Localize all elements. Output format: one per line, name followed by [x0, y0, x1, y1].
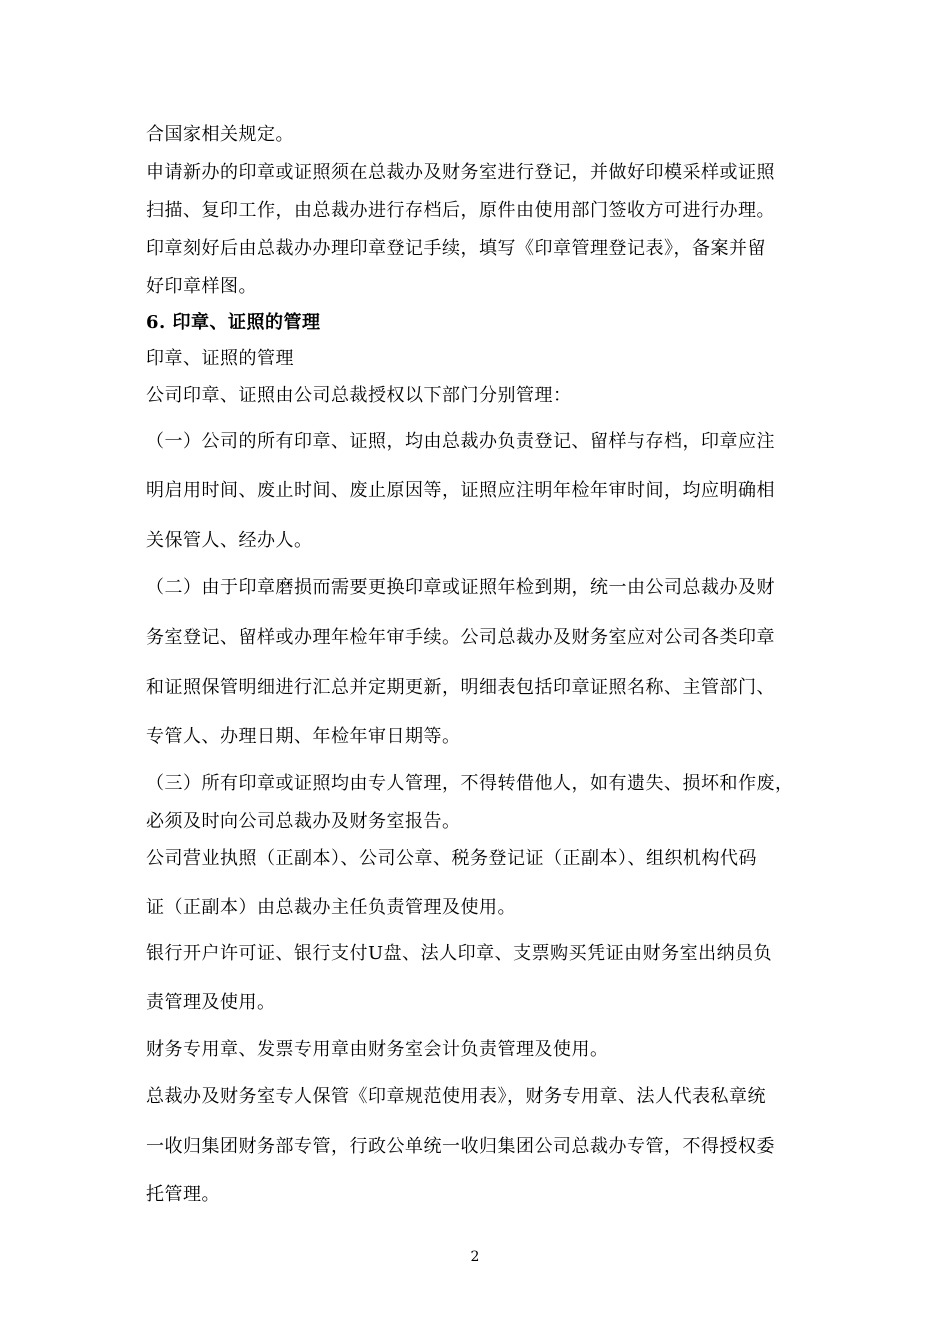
text-line: 好印章样图。	[146, 276, 257, 297]
text-line: 扫描、复印工作，由总裁办进行存档后，原件由使用部门签收方可进行办理。	[146, 200, 775, 221]
section-heading: 6. 印章、证照的管理	[146, 312, 321, 333]
text-line: （三）所有印章或证照均由专人管理，不得转借他人，如有遗失、损坏和作废，	[146, 773, 794, 794]
text-line: 必须及时向公司总裁办及财务室报告。	[146, 811, 461, 832]
text-line: 印章、证照的管理	[146, 348, 294, 369]
text-line: 证（正副本）由总裁办主任负责管理及使用。	[146, 897, 516, 918]
page-number: 2	[470, 1249, 480, 1265]
text-line: 责管理及使用。	[146, 992, 276, 1013]
text-line: 银行开户许可证、银行支付U盘、法人印章、支票购买凭证由财务室出纳员负	[146, 943, 773, 964]
text-line: 明启用时间、废止时间、废止原因等，证照应注明年检年审时间，均应明确相	[146, 480, 775, 501]
text-line: 合国家相关规定。	[146, 124, 294, 145]
text-line: 印章刻好后由总裁办办理印章登记手续，填写《印章管理登记表》，备案并留	[146, 238, 766, 259]
text-line: 关保管人、经办人。	[146, 530, 313, 551]
text-line: 财务专用章、发票专用章由财务室会计负责管理及使用。	[146, 1039, 609, 1060]
text-line: 务室登记、留样或办理年检年审手续。公司总裁办及财务室应对公司各类印章	[146, 627, 775, 648]
text-line: 总裁办及财务室专人保管《印章规范使用表》，财务专用章、法人代表私章统	[146, 1086, 766, 1107]
text-line: 和证照保管明细进行汇总并定期更新，明细表包括印章证照名称、主管部门、	[146, 677, 775, 698]
text-line: 专管人、办理日期、年检年审日期等。	[146, 726, 461, 747]
text-line: 公司营业执照（正副本）、公司公章、税务登记证（正副本）、组织机构代码	[146, 848, 757, 869]
text-line: 一收归集团财务部专管，行政公单统一收归集团公司总裁办专管，不得授权委	[146, 1136, 775, 1157]
text-line: 公司印章、证照由公司总裁授权以下部门分别管理：	[146, 385, 572, 406]
text-line: 申请新办的印章或证照须在总裁办及财务室进行登记，并做好印模采样或证照	[146, 162, 775, 183]
text-line: （二）由于印章磨损而需要更换印章或证照年检到期，统一由公司总裁办及财	[146, 577, 775, 598]
text-line: （一）公司的所有印章、证照，均由总裁办负责登记、留样与存档，印章应注	[146, 431, 775, 452]
text-line: 托管理。	[146, 1184, 220, 1205]
